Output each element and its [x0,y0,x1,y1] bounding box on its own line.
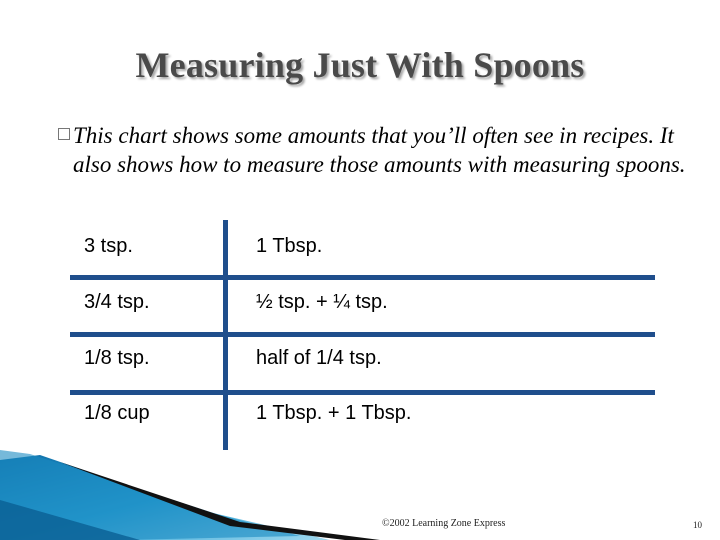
amount-cell: 3 tsp. [84,235,133,257]
bullet-icon [58,128,70,140]
amount-cell: 1/8 tsp. [84,347,150,369]
slide-title: Measuring Just With Spoons [135,45,585,85]
measure-cell: ½ tsp. + ¼ tsp. [256,291,388,313]
page-number: 10 [693,520,702,530]
decorative-swoosh [0,440,420,540]
row-divider [70,332,655,337]
measure-cell: 1 Tbsp. [256,235,323,257]
measure-cell: half of 1/4 tsp. [256,347,382,369]
measure-cell: 1 Tbsp. + 1 Tbsp. [256,402,412,424]
row-divider [70,275,655,280]
copyright-footer: ©2002 Learning Zone Express [382,518,506,529]
amount-cell: 1/8 cup [84,402,150,424]
amount-cell: 3/4 tsp. [84,291,150,313]
measurement-table [70,220,655,450]
row-divider [70,390,655,395]
intro-text: This chart shows some amounts that you’ll often see in recipes. It also shows how to measure those amounts with measuring spoons. [73,123,686,177]
